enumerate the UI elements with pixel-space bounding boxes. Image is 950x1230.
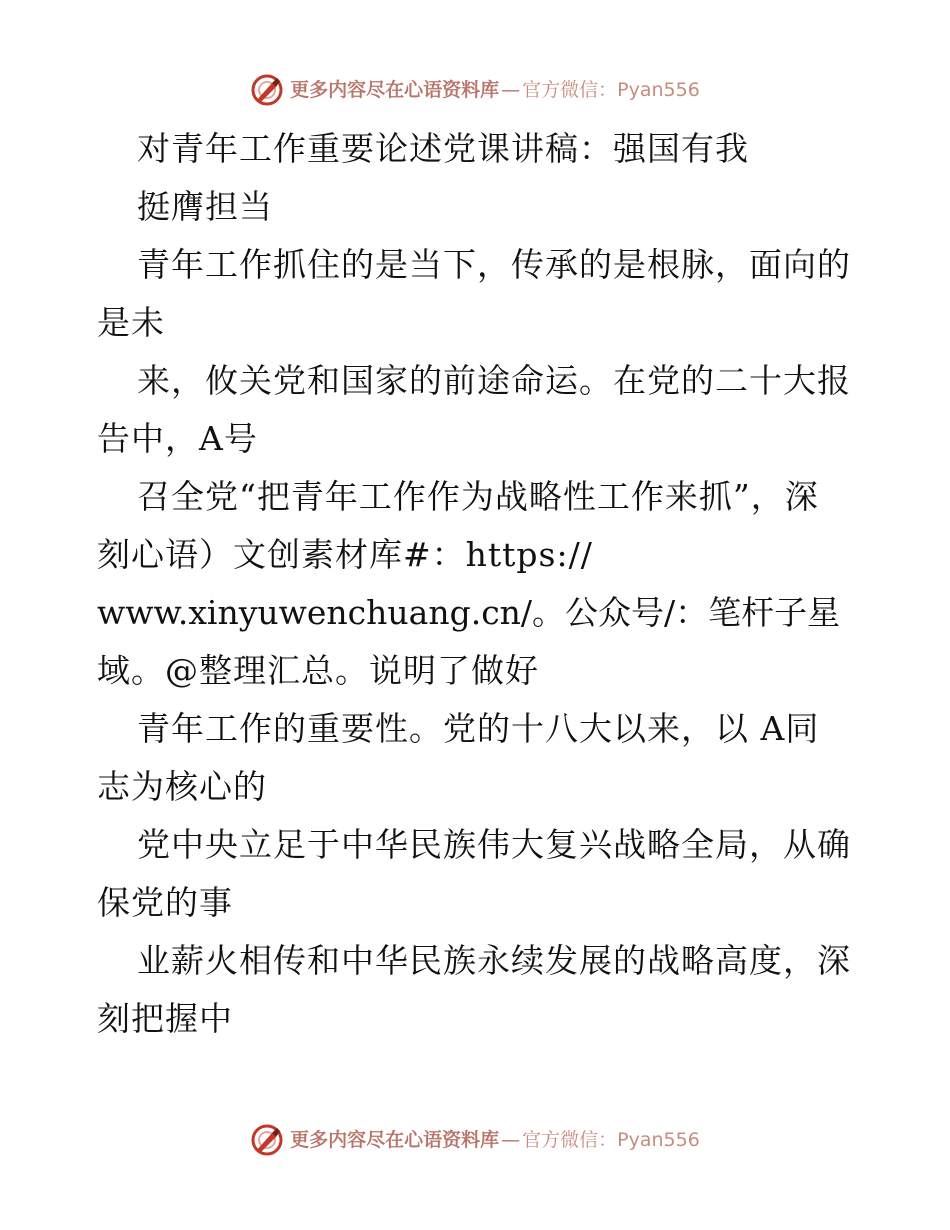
footer-separator: — [501,1129,521,1151]
document-line: 告中，A号 [97,419,258,458]
document-line: 青年工作的重要性。党的十八大以来，以 A同 [137,709,820,748]
document-line: 志为核心的 [97,767,267,806]
document-line: 召全党“把青年工作作为战略性工作来抓”，深 [137,477,819,516]
document-line: 挺膺担当 [137,187,273,226]
document-body [97,120,877,1048]
pen-logo-icon [250,73,284,107]
document-line: 来，攸关党和国家的前途命运。在党的二十大报 [137,361,851,400]
document-line: 是未 [97,303,165,342]
document-line: 保党的事 [97,883,233,922]
footer-contact: 官方微信：Pyan556 [522,1129,700,1151]
document-line: 党中央立足于中华民族伟大复兴战略全局，从确 [137,825,851,864]
document-line: 对青年工作重要论述党课讲稿：强国有我 [137,129,749,168]
document-line: www.xinyuwenchuang.cn/。公众号/：笔杆子星 [97,593,841,632]
document-line: 青年工作抓住的是当下，传承的是根脉，面向的 [137,245,851,284]
document-line: 域。@整理汇总。说明了做好 [97,651,539,690]
pen-logo-icon [250,1123,284,1157]
header-watermark-banner [0,70,950,110]
document-line: 刻心语）文创素材库#：https:// [97,535,593,574]
footer-site-text: 更多内容尽在心语资料库 [290,1129,500,1151]
header-site-text: 更多内容尽在心语资料库 [290,79,500,101]
document-line: 业薪火相传和中华民族永续发展的战略高度，深 [137,941,851,980]
footer-watermark-banner [0,1120,950,1160]
document-line: 刻把握中 [97,999,233,1038]
header-separator: — [501,79,521,101]
header-contact: 官方微信：Pyan556 [522,79,700,101]
